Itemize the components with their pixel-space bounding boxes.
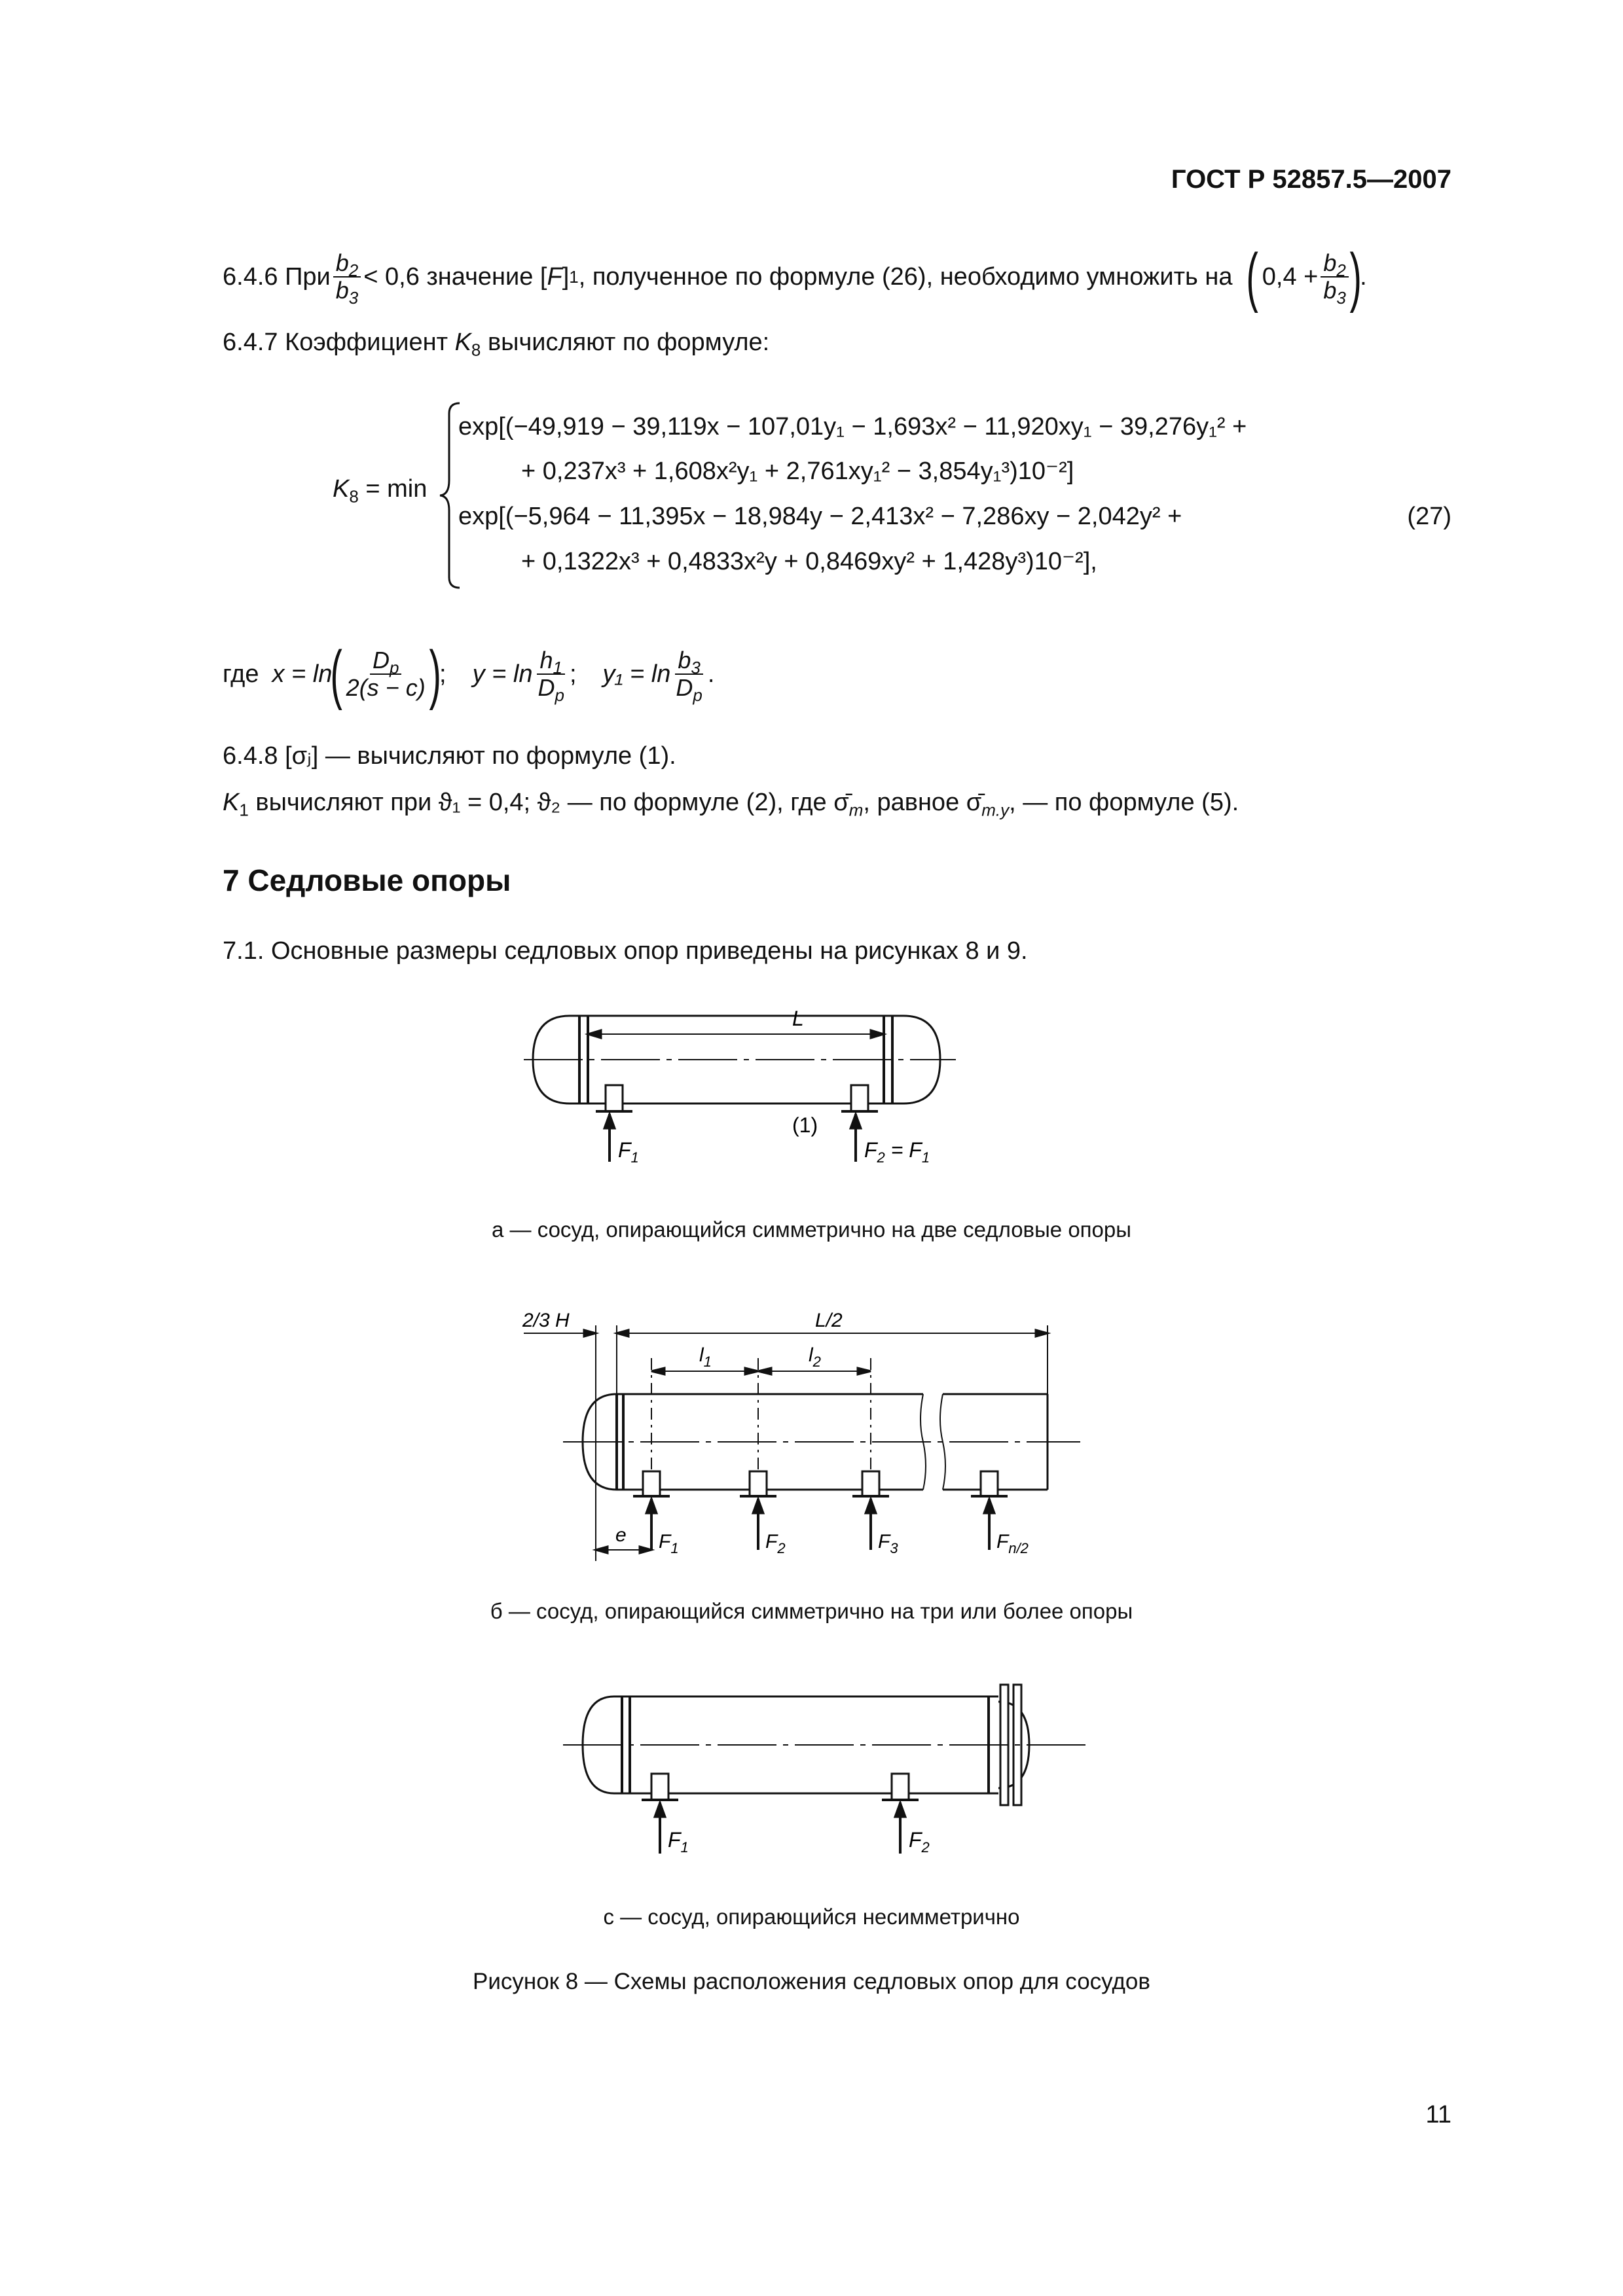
figA-L: L <box>792 1007 804 1030</box>
formula-27-number: (27) <box>1407 503 1451 530</box>
p647-tail: вычисляют по формуле: <box>481 329 770 356</box>
where-end: . <box>707 660 715 688</box>
p647-K: K <box>454 329 471 356</box>
frac2-den-sub: 3 <box>1336 288 1346 308</box>
y-den-sub: р <box>555 685 564 706</box>
where-open-paren: ( <box>330 637 343 711</box>
p646-cond: < 0,6 значение [ <box>363 263 547 291</box>
pK1-mid: , равное <box>863 789 966 816</box>
pK1-sigma-m: σ̄ <box>833 789 849 816</box>
p646-factor-a: 0,4 + <box>1262 263 1319 291</box>
figA-F2-label: $F_2 = F_1$ <box>864 1138 930 1166</box>
figB-F1: $F_1$ <box>659 1531 679 1556</box>
figB-l2: $l_2$ <box>809 1344 821 1370</box>
frac2-num: b <box>1323 249 1337 276</box>
f27-K-sub: 8 <box>349 486 359 507</box>
figB-H: 2/3 H <box>522 1310 570 1331</box>
p646-after-F: ] <box>562 263 570 291</box>
figure-a-caption: а — сосуд, опирающийся симметрично на две седловые опоры <box>492 1217 1131 1242</box>
fraction-x <box>344 647 428 701</box>
formula-27-line4: + 0,1322x³ + 0,4833x²y + 0,8469xy² + 1,428y³)10⁻²], <box>521 548 1097 575</box>
figA-F1-label: $F_1$ <box>618 1138 639 1166</box>
where-sep2: ; <box>569 660 577 688</box>
formula-27-lhs <box>333 466 427 512</box>
pK1-tail: , — по формуле (5). <box>1009 789 1239 816</box>
where-lead: где <box>223 660 259 688</box>
x-num-sub: р <box>389 658 399 678</box>
frac-den: b <box>335 277 349 304</box>
close-paren: ) <box>1349 240 1362 314</box>
y-num-sub: 1 <box>553 658 562 678</box>
y1-num: b <box>678 647 691 673</box>
y1-den-sub: р <box>693 685 702 706</box>
pK1-K-sub: 1 <box>239 800 249 820</box>
where-clause <box>223 637 715 711</box>
figB-L2: L/2 <box>815 1310 843 1331</box>
document-code: ГОСТ Р 52857.5—2007 <box>1171 165 1451 194</box>
figure-a-diagram <box>524 1001 1100 1198</box>
figure-c-diagram <box>563 1676 1100 1872</box>
paragraph-6-4-6: 6.4.6 При $\frac{b_2}{b_3}$ < 0,6 значение [ F ] 1 , полученное по формуле (26), необходимо умножить на ( 0,4 + $\frac{b_2}{b_3}$ ) . <box>223 240 1367 314</box>
y1-num-sub: 3 <box>691 658 701 678</box>
frac-num-sub: 2 <box>348 260 359 281</box>
pK1-text: вычисляют при ϑ₁ = 0,4; ϑ₂ — по формуле (2), где <box>248 789 834 816</box>
y-num: h <box>539 647 553 673</box>
p646-F: F <box>547 263 562 291</box>
frac-den-sub: 3 <box>348 288 359 308</box>
where-x-eq: x = ln <box>272 660 333 688</box>
where-close-paren: ) <box>429 637 441 711</box>
p647-text: 6.4.7 Коэффициент <box>223 329 455 356</box>
fraction-y <box>535 647 566 706</box>
p646-number: 6.4.6 При <box>223 263 331 291</box>
frac2-den: b <box>1323 277 1337 304</box>
figure-caption: Рисунок 8 — Схемы расположения седловых опор для сосудов <box>473 1969 1150 1994</box>
figB-e: e <box>615 1524 627 1546</box>
page-number: 11 <box>1425 2101 1451 2128</box>
figB-F3: $F_3$ <box>878 1531 898 1556</box>
figB-F2: $F_2$ <box>765 1531 786 1556</box>
x-den: 2(s − c) <box>346 674 426 701</box>
pK1-sigma-my: σ̄ <box>966 789 982 816</box>
where-sep1: ; <box>439 660 447 688</box>
y1-den: D <box>676 674 693 701</box>
paragraph-7-1: 7.1. Основные размеры седловых опор приведены на рисунках 8 и 9. <box>223 937 1028 965</box>
pK1-K: K <box>223 789 240 816</box>
y-den: D <box>538 674 555 701</box>
figA-mark: (1) <box>792 1113 818 1137</box>
formula-27-line3: exp[(−5,964 − 11,395x − 18,984y − 2,413x² − 7,286xy − 2,042y² + <box>458 503 1182 530</box>
formula-27-line1: exp[(−49,919 − 39,119x − 107,01y₁ − 1,693x² − 11,920xy₁ − 39,276y₁² + <box>458 413 1247 440</box>
figB-Fn: $F_{n/2}$ <box>996 1531 1029 1556</box>
where-y-eq: y = ln <box>472 660 533 688</box>
figure-c-caption: с — сосуд, опирающийся несимметрично <box>603 1905 1020 1929</box>
figC-F2: $F_2$ <box>909 1828 930 1856</box>
section-title: 7 Седловые опоры <box>223 863 511 897</box>
f27-min: = min <box>358 475 428 503</box>
figB-l1: $l_1$ <box>699 1344 712 1370</box>
paragraph-K1 <box>223 787 1239 820</box>
paragraph-6-4-7 <box>223 327 770 360</box>
pK1-sigma-my-sub: m.y <box>981 800 1010 820</box>
figure-b-caption: б — сосуд, опирающийся симметрично на три или более опоры <box>490 1599 1133 1623</box>
x-num: D <box>372 647 390 673</box>
frac2-num-sub: 2 <box>1336 260 1346 281</box>
p646-end: . <box>1360 263 1367 291</box>
fraction-b2-b3 <box>333 249 361 308</box>
frac-num: b <box>335 249 349 276</box>
where-y1-eq: y₁ = ln <box>602 660 671 688</box>
pK1-sigma-m-sub: m <box>848 800 864 820</box>
paragraph-6-4-8: 6.4.8 [σⱼ] — вычисляют по формуле (1). <box>223 742 676 770</box>
p646-text: , полученное по формуле (26), необходимо умножить на <box>578 263 1233 291</box>
fraction-b2-b3-2 <box>1321 249 1349 308</box>
formula-27-line2: + 0,237x³ + 1,608x²y₁ + 2,761xy₁² − 3,854y₁³)10⁻²] <box>521 457 1074 485</box>
figure-b-diagram <box>511 1302 1100 1577</box>
p647-K-sub: 8 <box>471 340 481 360</box>
open-paren: ( <box>1246 240 1259 314</box>
f27-K: K <box>333 475 350 503</box>
fraction-y1 <box>673 647 704 706</box>
figC-F1: $F_1$ <box>668 1828 689 1856</box>
